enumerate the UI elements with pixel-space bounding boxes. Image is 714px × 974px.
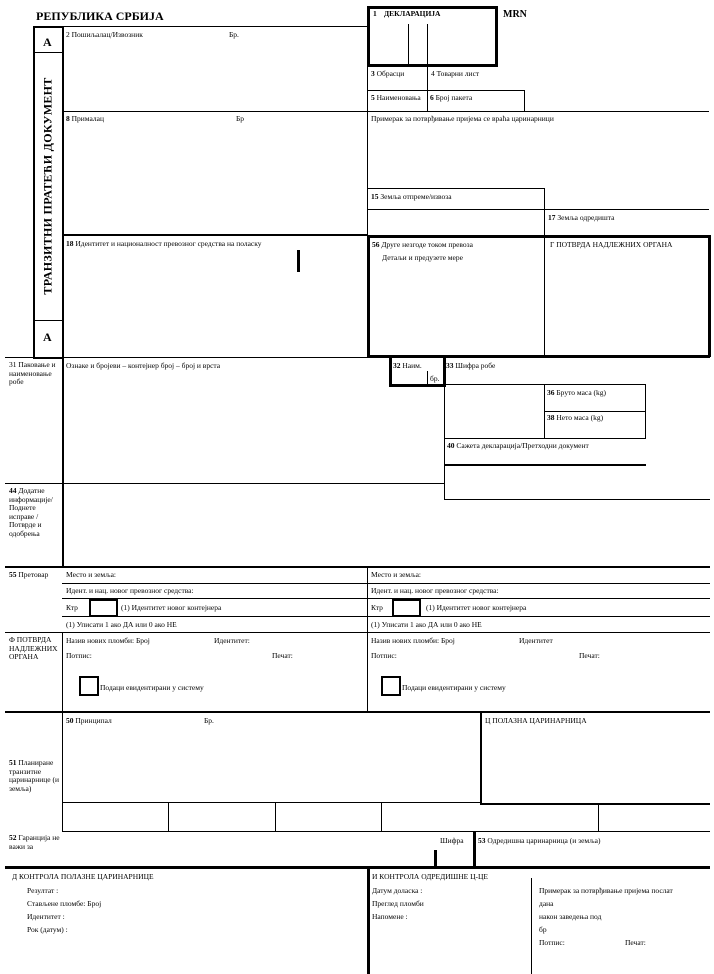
box56-sub: Детаљи и предузете мере <box>382 253 463 262</box>
side-title: ТРАНЗИТНИ ПРАТЕЋИ ДОКУМЕНТ <box>40 77 55 295</box>
transit-place-left: Место и земља: <box>66 570 117 579</box>
box17-label: 17 Земља одредишта <box>548 213 615 222</box>
boxI-seal-check: Преглед пломби <box>372 899 424 908</box>
stamp-right: Печат: <box>579 651 600 660</box>
box50-label: 50 Принципал <box>66 716 112 725</box>
sign-left: Потпис: <box>66 651 92 660</box>
box33-label: 33 Шифра робе <box>446 361 496 370</box>
registered-left: Подаци евидентирани у систему <box>100 683 204 692</box>
box15-label: 15 Земља отпреме/извоза <box>371 192 452 201</box>
box38-label: 38 Нето маса (kg) <box>547 413 604 422</box>
boxD-label: Д КОНТРОЛА ПОЛАЗНЕ ЦАРИНАРНИЦЕ <box>12 872 154 881</box>
boxI-sign: Потпис: <box>539 938 565 947</box>
note-left: (1) Уписати 1 ако ДА или 0 ако НЕ <box>66 620 177 629</box>
boxI-after-reg: након заведења под <box>539 912 602 921</box>
container-right: (1) Идентитет новог контејнера <box>426 603 527 612</box>
box36-label: 36 Бруто маса (kg) <box>547 388 607 397</box>
ktr-right: Ктр <box>371 603 383 612</box>
stamp-left: Печат: <box>272 651 293 660</box>
boxI-copy-sent: Примерак за потврђивање пријема послат <box>539 886 673 895</box>
container-checkbox-left[interactable] <box>89 599 118 617</box>
sheet-letter-bottom: A <box>43 330 52 344</box>
box52-code: Шифра <box>440 836 464 845</box>
container-left: (1) Идентитет новог контејнера <box>121 603 222 612</box>
boxG-label: Г ПОТВРДА НАДЛЕЖНИХ ОРГАНА <box>550 240 673 249</box>
transit-place-right: Место и земља: <box>371 570 422 579</box>
return-copy-note: Примерак за потврђивање пријема се враћа царинарници <box>371 114 554 123</box>
box5-label: 5 Наименовања <box>371 93 421 102</box>
seals-name-left: Назив нових пломби: Број <box>66 636 150 645</box>
boxI-label: И КОНТРОЛА ОДРЕДИШНЕ Ц-ЦЕ <box>372 872 488 881</box>
box55-label: 55 Претовар <box>9 570 49 579</box>
boxD-result: Резултат : <box>27 886 59 895</box>
boxD-ident: Идентитет : <box>27 912 65 921</box>
box2-label: 2 Пошиљалац/Извозник <box>66 30 143 39</box>
box4-label: 4 Товарни лист <box>431 69 480 78</box>
boxD-seals: Стављене пломбе: Број <box>27 899 102 908</box>
box1-label: ДЕКЛАРАЦИЈА <box>384 9 441 18</box>
box52-label: 52 Гаранција не важи за <box>9 833 60 851</box>
box31-desc: Ознаке и бројеви – контејнер број – број и врста <box>66 361 221 370</box>
box8-br: Бр <box>236 114 245 123</box>
registered-right: Подаци евидентирани у систему <box>402 683 506 692</box>
boxD-deadline: Рок (датум) : <box>27 925 68 934</box>
boxI-arrival: Датум доласка : <box>372 886 423 895</box>
boxI-no: бр <box>539 925 547 934</box>
box1-num: 1 <box>373 9 377 18</box>
boxI-stamp: Печат: <box>625 938 646 947</box>
registered-checkbox-right[interactable] <box>381 676 401 696</box>
transit-ident-left: Идент. и нац. новог превозног средства: <box>66 586 194 595</box>
box51-label: 51 Планиране транзитне царинарнице (и земља) <box>9 758 59 793</box>
ktr-left: Ктр <box>66 603 78 612</box>
boxI-date: дана <box>539 899 554 908</box>
box8-label: 8 Прималац <box>66 114 104 123</box>
box32-br: бр. <box>430 374 440 383</box>
seals-name-right: Назив нових пломби: Број <box>371 636 455 645</box>
box44-label: 44 Додатне информације/ Поднете исправе / Потврде и одобрења <box>9 486 53 538</box>
box32-label: 32 Наим. <box>393 361 422 370</box>
sign-right: Потпис: <box>371 651 397 660</box>
seals-ident-right: Идентитет <box>519 636 553 645</box>
boxI-remarks: Напомене : <box>372 912 408 921</box>
box53-label: 53 Одредишна царинарница (и земља) <box>478 836 601 845</box>
note-right: (1) Уписати 1 ако ДА или 0 ако НЕ <box>371 620 482 629</box>
seals-ident-left: Идентитет: <box>214 636 250 645</box>
box2-br: Бр. <box>229 30 239 39</box>
boxC-label: Ц ПОЛАЗНА ЦАРИНАРНИЦА <box>485 716 587 725</box>
registered-checkbox-left[interactable] <box>79 676 99 696</box>
boxF-label: Ф ПОТВРДА НАДЛЕЖНИХ ОРГАНА <box>9 635 58 661</box>
box56-label: 56 Друге незгоде током превоза <box>372 240 473 249</box>
box6-label: 6 Број пакета <box>430 93 473 102</box>
mrn-label: MRN <box>503 9 527 20</box>
container-checkbox-right[interactable] <box>392 599 421 617</box>
transit-ident-right: Идент. и нац. новог превозног средства: <box>371 586 499 595</box>
box40-label: 40 Сажета декларација/Претходни документ <box>447 441 589 450</box>
box31-label: 31 Паковање и наименовање робе <box>9 360 56 386</box>
box18-label: 18 Идентитет и националност превозног средства на поласку <box>66 239 262 248</box>
box3-label: 3 Обрасци <box>371 69 405 78</box>
sheet-letter-top: A <box>43 35 52 49</box>
box50-br: Бр. <box>204 716 214 725</box>
country-title: РЕПУБЛИКА СРБИЈА <box>36 9 164 23</box>
